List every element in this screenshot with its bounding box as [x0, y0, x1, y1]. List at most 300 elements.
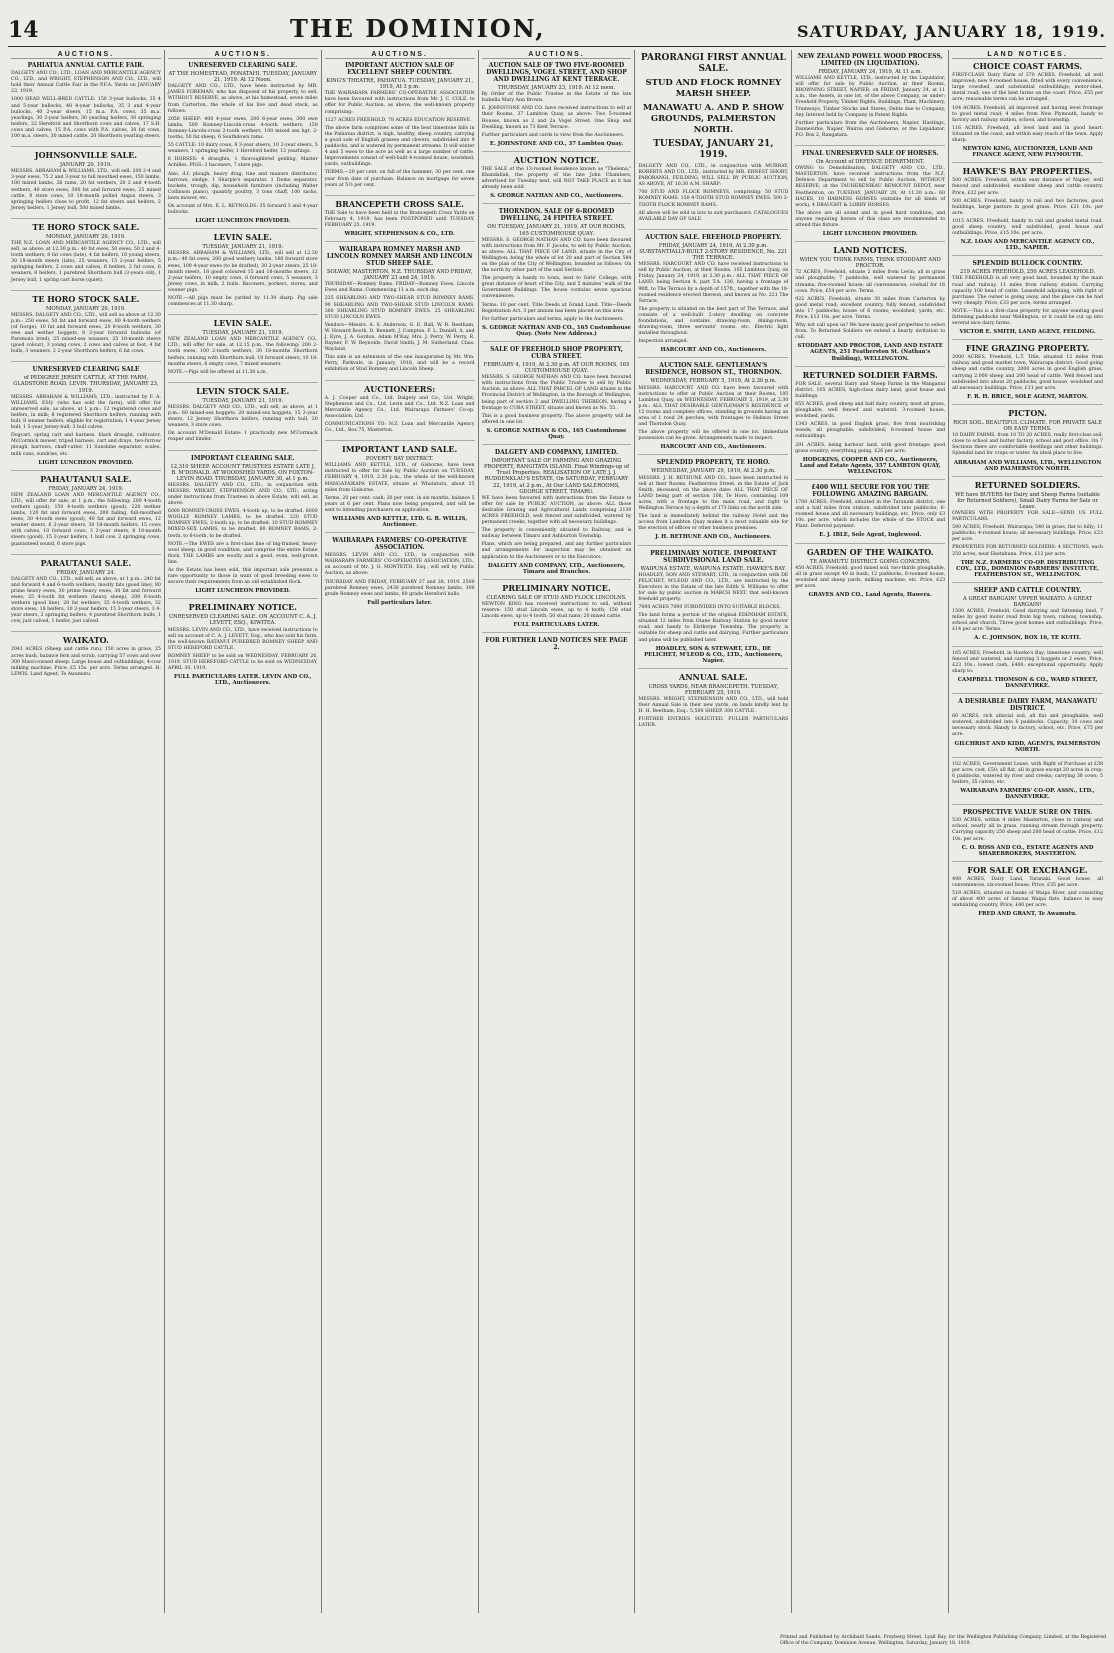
advertisement	[482, 584, 632, 633]
ad-paragraph: FOR SALE, several Dairy and Sheep Farms in the Wanganui district. 105 ACRES, high-class dairy land, good house and buildings.	[795, 381, 946, 399]
ad-body	[952, 73, 1103, 144]
advertisement	[325, 537, 475, 610]
ad-title: WAIKATO.	[62, 635, 109, 646]
ad-paragraph: THE FREEHOLD is all very good land, bounded by the main road and railway, 11 miles from railway station. Carrying capacity 100 head of cattle. Leasehold adjoining, with right of purchase. The owner is going away, and the place can be had very cheaply. Price, £33 per acre, terms arranged.	[952, 276, 1103, 306]
advertisement	[952, 481, 1103, 583]
column-heading: AUCTIONS.	[482, 52, 632, 59]
ad-paragraph: The above farm comprises some of the best limestone hills in the Pahiatua district, is high, healthy, sheep country, carrying a good sole of English grasses and clovers, subdivided into 9 paddocks, and is watered by permanent streams. It will winter 4 and 5 ewes to the acre as well as a large number of cattle. Improvements consist of well-built 4-roomed house, woolshed, yards, outbuildings.	[324, 125, 475, 168]
ad-paragraph: 2041 ACRES (Sheep and cattle run), 150 acres in grass, 25 acres bush, balance fern and scrub, carrying 57 cows and over 300 Maori-owned sheep. Large house and outbuildings, 4-cow milking machine. Price, £5 15s. per acre. Terms arranged. H. LEWIS, Land Agent, Te Awamutu.	[11, 647, 161, 677]
advertisement	[482, 62, 632, 152]
ad-paragraph: 450 ACRES, Freehold, good mixed soil, two-thirds ploughable, all in grass except 40 in bush; 12 paddocks, 6-roomed house, woolshed and sheep yards, milking machine, etc. Price, £23 per acre.	[795, 565, 946, 589]
ad-paragraph: For further particulars and terms, apply to the Auctioneers.	[481, 316, 624, 322]
ad-signature: HARCOURT AND CO., Auctioneers.	[660, 347, 767, 354]
ad-signature: LIGHT LUNCHEON PROVIDED.	[38, 459, 134, 466]
ad-signature: STODDART AND PROCTOR, LAND AND ESTATE AGENTS, 251 Featherston St. (Nathan's Building), WELLINGTON.	[797, 343, 943, 362]
advertisement	[482, 346, 632, 445]
ad-title: CHOICE COAST FARMS.	[972, 61, 1083, 72]
ad-paragraph: DALGETY AND CO., LTD., LOAN AND MERCANTILE AGENCY CO., LTD., and WRIGHT, STEPHENSON AND CO., LTD., will hold their Annual Cattle Fair in the P.F.A. Yards on JANUARY 23, 1919.	[11, 71, 161, 95]
ad-body	[325, 553, 475, 598]
ad-title: FINAL UNRESERVED SALE OF HORSES.	[801, 150, 939, 158]
ad-body	[638, 697, 788, 729]
advertisement	[795, 150, 945, 242]
ad-signature: LIGHT LUNCHEON PROVIDED.	[822, 231, 918, 238]
ad-body	[952, 433, 1103, 457]
ad-paragraph: 1343 ACRES, in good English grass, five from nourishing weeds; all ploughable, subdivided; 6-roomed house and outbuildings.	[795, 422, 946, 440]
ad-title: AUCTION NOTICE.	[513, 154, 600, 165]
advertisement	[325, 246, 475, 381]
ad-title: IMPORTANT AUCTION SALE OF EXCELLENT SHEEP COUNTRY.	[345, 62, 455, 77]
advertisement	[795, 371, 945, 480]
ad-paragraph: 235 SHEARLING AND TWO-SHEAR STUD ROMNEY RAMS. 90 SHEARLING AND TWO-SHEAR STUD LINCOLN RAMS. 300 SHEARLING STUD ROMNEY EWES. 25 SHEARLING STUD LINCOLN EWES.	[324, 296, 475, 320]
ad-subtitle: CROSS YARDS, NEAR BRANCEPETH. TUESDAY, FEBRUARY 25, 1919.	[648, 683, 779, 696]
ad-paragraph: MESSRS. S. GEORGE NATHAN AND CO. have been favoured with instructions from the Public Trustee to sell by Public Auction, as above: ALL THAT PARCEL OF LAND situate in the Provincial District of Wellington, in the Borough of Wellington, being part of section 2 and DWELLING THEREON, having a frontage to CUBA STREET, situate and known as No. 55.	[481, 375, 632, 411]
ad-title: FOR FURTHER LAND NOTICES SEE PAGE 2.	[485, 637, 628, 652]
ad-body	[952, 714, 1103, 738]
column-3	[322, 50, 479, 1613]
ad-subtitle: TUESDAY, JANUARY 21, 1919.	[202, 397, 284, 404]
advertisement	[482, 156, 632, 204]
ad-subtitle: WEDNESDAY, JANUARY 29, 1919, At 2.30 p.m.	[651, 468, 776, 475]
ad-paragraph: PROPERTIES FOR RETURNED SOLDIERS: 4 SECTIONS, each 250 acres, near Eketahuna. Price, £12 per acre.	[952, 545, 1103, 557]
ad-paragraph: THURSDAY AND FRIDAY, FEBRUARY 27 and 28, 1919. 2500 purebred Romney ewes, 2430 purebred Romney lambs, 300 grade Romney ewes and lambs, 80 grade Hereford bulls.	[324, 579, 475, 597]
ad-title: WAIRARAPA ROMNEY MARSH AND LINCOLN ROMNEY MARSH AND LINCOLN STUD SHEEP SALE.	[326, 246, 473, 268]
ad-body	[168, 628, 318, 673]
ad-signature: FULL PARTICULARS LATER.	[513, 622, 600, 629]
advertisement	[638, 362, 788, 455]
advertisement	[952, 866, 1103, 922]
ad-title: TE HORO STOCK SALE.	[32, 221, 140, 232]
ad-title: PROSPECTIVE VALUE SURE ON THIS.	[962, 809, 1093, 817]
ad-title: PRELIMINARY NOTICE.	[502, 582, 611, 593]
ad-title: ANNUAL SALE.	[679, 671, 748, 682]
ad-paragraph: All above will be sold in lots to suit purchasers. CATALOGUES AVAILABLE DAY OF SALE.	[638, 210, 789, 222]
ad-paragraph: This is a good business property. The above property will be offered in one lot.	[481, 413, 632, 425]
ad-signature: GILCHRIST AND KIDD, AGENTS, PALMERSTON NORTH.	[954, 740, 1101, 753]
ad-paragraph: As the Estate has been sold, this important sale presents a rare opportunity to those in want of good breeding ewes to secure their requirements from an old established flock.	[167, 568, 318, 586]
ad-signature: FRED AND GRANT, Te Awamutu.	[978, 911, 1077, 918]
ad-paragraph: WILLIAMS AND KETTLE, LTD., instructed by the Liquidator, will offer for sale by Public Auction, at their Rooms, BROWNING STREET, NAPIER, on FRIDAY, January 24, at 11 a.m., the Assets, in one lot, of the above Company, as under: Freehold Property, Timber Rights, Buildings, Plant, Machinery, Tramways, Timber Stocks and Stores, Debts due to Company, Any Interest held by Company in Patent Rights.	[795, 76, 946, 118]
ad-paragraph: 6 HORSES: 4 draughts, 1 thoroughbred gelding, Master Achilles. PIGS: 2 baconers, 7 store pigs.	[167, 157, 318, 169]
ad-paragraph: NOTE.—Pigs will be offered at 11.30 a.m.	[167, 369, 268, 375]
ad-paragraph: 500 ACRES, Freehold, within easy distance of Napier, well fenced and subdivided; excellent sheep and cattle country. Price, £22 per acre.	[952, 178, 1103, 196]
ad-paragraph: 2056 SHEEP: 400 4-year ewes, 200 6-year ewes, 300 ewe lambs, 500 Romney-Lincoln-cross 4-tooth wethers, 150 Romney-Lincoln-cross 2-tooth wethers, 100 mixed sex hgt. 2-tooths, 50 fat sheep, 6 Southdown rams.	[167, 116, 318, 141]
printer-imprint: Printed and Published by Archibald Sando, Freyberg Street, Lyall Bay, for the Wellington Publishing Company, Limited, at the Registered Office of the Company, Dominion Avenue, Wellington, Saturday, January 18, 1919.	[780, 1635, 1106, 1646]
ad-body	[952, 762, 1103, 786]
ad-body	[952, 651, 1103, 675]
advertisement	[952, 587, 1103, 647]
ad-paragraph: Dogcart, spring cart and harness, black draught, cultivator, McCormick mower, tripod harness, cart and drays, two-furrow plough, harrows, chaff-cutter, 11 Sunshine separator, scales, milk cans, sundries, etc.	[11, 433, 161, 457]
ad-subtitle: POVERTY BAY DISTRICT.	[365, 456, 434, 463]
advertisement	[11, 559, 161, 633]
advertisement	[11, 223, 161, 291]
ad-title: AUCTION SALE OF TWO FIVE-ROOMED DWELLINGS, VOGEL STREET, AND SHOP AND DWELLING AT KENT TERRACE.	[486, 62, 627, 84]
ad-paragraph: OWNERS WITH PROPERTY FOR SALE—SEND US FULL PARTICULARS.	[952, 510, 1103, 523]
ad-paragraph: 655 ACRES, good sheep and half dairy country, most all grass, ploughable, well fenced and watered. 3-roomed house, woolshed, yards.	[795, 401, 946, 420]
ad-paragraph: Why not call upon us? We have many good properties to select from. To Returned Soldiers we extend a hearty invitation to call.	[795, 323, 946, 341]
ad-body	[168, 337, 318, 376]
ad-subtitle: FRIDAY, JANUARY 24.	[56, 569, 116, 576]
ad-paragraph: 291 ACRES, being harbour land, with good frontage; good grass country; everything going, £26 per acre.	[795, 442, 946, 454]
ad-body	[952, 355, 1103, 392]
advertisement	[952, 809, 1103, 862]
advertisement	[325, 445, 475, 533]
ad-signature: VICTOR E. SMITH, LAND AGENT, FEILDING.	[959, 329, 1096, 336]
ad-signature: THE N.Z. FARMERS' CO-OP. DISTRIBUTING COY., LTD., DOMINION FARMERS' INSTITUTE, FEATHERSTON ST., WELLINGTON.	[956, 559, 1099, 578]
ad-body	[168, 251, 318, 308]
ad-body	[482, 167, 632, 191]
ad-subtitle: FRIDAY, JANUARY 24, 1919, At 11 a.m.	[818, 69, 923, 75]
ad-title: LEVIN SALE.	[213, 232, 272, 243]
ad-subtitle: WEDNESDAY, FEBRUARY 5, 1919, At 2.30 p.m.	[650, 378, 777, 385]
ad-title: PICTON.	[1008, 407, 1047, 418]
ad-body	[952, 877, 1103, 909]
ad-paragraph: Plans, which are being prepared, and any further particulars and arrangements for inspection may be obtained on application to the Auctioneers or to the Executors.	[481, 542, 632, 560]
ad-body	[168, 405, 318, 444]
advertisement	[325, 385, 475, 442]
ad-title: THORNDON. SALE OF 6-ROOMED DWELLING, 24 FIPITEA STREET.	[498, 208, 615, 223]
ad-title: AUCTION SALE. GENTLEMAN'S RESIDENCE, HOBSON ST., THORNDON.	[645, 362, 782, 377]
ad-title: IMPORTANT CLEARING SALE.	[191, 454, 295, 462]
ad-subtitle: CLEARING SALE OF STUD AND FLOCK LINCOLNS.	[486, 594, 627, 601]
ad-paragraph: MESSRS. ABRAHAM & WILLIAMS, LTD., will sell: 200 2-4 and 3-year ewes, 75 2 and 3-year to full mouthed ewes, 150 lambs, 100 mixed lambs, 26 rams, 20 fat wethers, 20 2 and 4-tooth wethers, 40 store ewes, 300 fat and forward ewes, 25 mixed cattle, 8 store cows, 10 18-month polled Angus steers, 3 springing heifers close to profit, 12 fat steers and heifers, 2 Jersey heifers, 1 Jersey bull, 500 mixed lambs.	[11, 169, 161, 211]
ad-body	[325, 211, 475, 229]
ad-paragraph: THE WAIRARAPA FARMERS' CO-OPERATIVE ASSOCIATION have been favoured with instructions from Mr. J. C. COLE, to offer for Public Auction, as above, the well-known property comprising:	[324, 91, 475, 115]
ad-paragraph: 104 ACRES, Freehold, all improved and having level frontage to good metal road; 4 miles from New Plymouth, handy to factory and railway station, school, and township.	[952, 105, 1103, 123]
ad-title: SPLENDID PROPERTY, TE HORO.	[656, 459, 770, 467]
ad-paragraph: On account of Mrs. E. L. REYNOLDS: 35 forward 3 and 4-year bullocks.	[167, 203, 318, 216]
ad-paragraph: Terms, 20 per cent. cash; 20 per cent. in six months, balance 5 years at 6 per cent. Plans now being prepared, and will be sent to intending purchasers on application.	[324, 495, 475, 513]
ad-body	[952, 818, 1103, 842]
advertisement	[168, 387, 318, 451]
ad-subtitle: UNRESERVED CLEARING SALE. ON ACCOUNT C. A. J. LEVETT, ESQ., KIWITEA.	[168, 614, 317, 627]
paper-title: THE DOMINION,	[290, 14, 546, 43]
ad-signature: DALGETY AND COMPANY, LTD., Auctioneers, Timaru and Branches.	[488, 562, 625, 575]
advertisement	[638, 234, 788, 359]
ad-signature: HODGKINS, COOPER AND CO., Auctioneers, Land and Estate Agents, 357 LAMBTON QUAY, WELLINGTON.	[799, 456, 941, 475]
ad-paragraph: 590 ACRES, Freehold, Wairarapa; 540 in grass, flat to hilly; 11 paddocks; 4-roomed house; all necessary buildings. Price, £23 per acre.	[952, 525, 1103, 543]
ad-title: TE HORO STOCK SALE.	[32, 293, 140, 304]
ad-title: SALE OF FREEHOLD SHOP PROPERTY, CUBA STREET.	[490, 346, 623, 360]
ad-paragraph: NOTE.—This is a first-class property for anyone wanting good fattening paddocks near Wellington, or it could be cut up into several nice dairy farms.	[952, 308, 1103, 327]
ad-paragraph: TERMS.—20 per cent. on fall of the hammer; 30 per cent. one year from date of purchase. Balance on mortgage for seven years at 5½ per cent.	[324, 170, 475, 188]
advertisement	[952, 167, 1103, 256]
ad-body	[795, 270, 945, 341]
ad-title: PARAUTANUI SALE.	[40, 557, 132, 568]
ad-paragraph: The property is situated on the best part of The Terrace, and consists of a well-built 2-story dwelling on concrete foundations, and contains drawing-room, dining-room, drawing-room, three servants' rooms, etc. Electric light installed throughout.	[638, 306, 789, 337]
ad-paragraph: MESSRS. HARCOURT AND CO. have received instructions to sell by Public Auction, at their Rooms, 105 Lambton Quay, on Friday, January 24, 1919, at 2.30 p.m.: ALL THAT PIECE OF LAND, being Section 4, part T.A. 126, having a frontage of 90ft. to The Terrace by a depth of 157ft., together with the 10-roomed residence erected thereon, and known as No. 221 The Terrace.	[638, 262, 789, 304]
ad-title: FOR SALE OR EXCHANGE.	[967, 864, 1088, 875]
ad-paragraph: 530 ACRES, within 4 miles Masterton, close to railway and school, nearly all in grass, running stream through property. Carrying capacity 250 sheep and 200 head of cattle. Price, £12 10s. per acre.	[952, 818, 1103, 842]
ad-body	[482, 375, 632, 426]
ad-body	[11, 395, 161, 458]
ad-title: GARDEN OF THE WAIKATO.	[806, 546, 934, 557]
ad-subtitle: THURSDAY, JANUARY 23, 1919. At 12 noon.	[497, 85, 616, 92]
advertisement	[638, 459, 788, 545]
ad-paragraph: 518 ACRES, situated on banks of Waipa River, and consisting of about 400 acres of famous Waipa flats, balance in easy undulating country. Price, £40 per acre.	[952, 891, 1103, 909]
ad-paragraph: THE N.Z. LOAN AND MERCANTILE AGENCY CO., LTD., will sell, as above, at 12.30 p.m.: 40 fat ewes, 50 ewes, 50 2 and 4-tooth wethers, 8 fat cows (late), 4 fat heifers, 18 young steers, 30 18-month steers (late), 25 weaners, 15 2-year heifers, 5 springing heifers, 2 cows and calves, 6 heifers, 2 fat cows, 6 weaners, 8 heifers, 1 purebred Shorthorn bull (3-years old), 1 Jersey bull, 1 spring cart horse (quiet).	[11, 240, 161, 283]
advertisement	[952, 62, 1103, 163]
ad-title: RETURNED SOLDIERS.	[974, 479, 1081, 490]
ad-title: PAHIATUA ANNUAL CATTLE FAIR.	[27, 62, 145, 70]
ad-body	[11, 241, 161, 284]
ad-paragraph: COMMUNICATIONS TO: N.Z. Loan and Mercantile Agency Co., Ltd., Box 75, Masterton.	[324, 421, 475, 434]
ad-title: AUCTION SALE. FREEHOLD PROPERTY.	[645, 233, 782, 241]
column-2	[165, 50, 322, 1613]
ad-paragraph: NOTE.—All pigs must be yarded by 11.30 sharp. Pig sale commences at 11.30 sharp.	[167, 296, 318, 308]
ad-subtitle: MONDAY, JANUARY 20, 1919.	[46, 233, 126, 240]
ad-paragraph: 6000 ROMNEY-CROSS EWES, 4-tooth up, to be drafted. 6000 WOOLLY ROMNEY LAMBS, to be drafted. 220 STUD ROMNEY EWES, 2-tooth up, to be drafted. 10 STUD ROMNEY MIXED-SEX LAMBS, to be drafted. 80 ROMNEY RAMS, 2-tooth, to 6-tooth, to be drafted.	[167, 509, 318, 539]
advertisement	[11, 475, 161, 555]
advertisement	[168, 62, 318, 229]
ad-title: SHEEP AND CATTLE COUNTRY.	[973, 586, 1082, 594]
ad-title: £400 WILL SECURE FOR YOU THE FOLLOWING AMAZING BARGAIN.	[811, 483, 929, 498]
masthead	[8, 14, 1106, 47]
ad-subtitle: On Account of DEFENCE DEPARTMENT.	[816, 159, 925, 166]
advertisement	[11, 62, 161, 147]
ad-paragraph: 102 ACRES, Government Lease, with Right of Purchase at £38 per acre; cost, £50; all flat, all in grass except 20 acres in crop; 6 paddocks, watered by river and creeks; carrying 38 cows; 5 heifers, 35 calves, etc.	[952, 761, 1103, 785]
ad-title: DALGETY AND COMPANY, LIMITED.	[494, 449, 619, 457]
ad-body	[325, 396, 475, 435]
ad-signature: FULL PARTICULARS LATER. LEVIN AND CO., LTD., Auctioneers.	[174, 674, 312, 687]
ad-paragraph: MESSRS. J. H. BETHUNE AND CO., have been instructed to sell at their Rooms, Featherston Street, in the Estate of Jack Smith, deceased, on the above date: ALL THAT PIECE OF LAND being part of section 108, Te Horo, containing 109 acres, with a frontage to the main road, and right to Wellington Terrace by a depth of 173 links on the north side.	[638, 475, 789, 512]
advertisement	[482, 208, 632, 342]
ad-subtitle: WAIPUNA ESTATE, WAIPUNA ESTATE, HAWKE'S BAY.	[640, 565, 787, 572]
newspaper-columns	[8, 50, 1106, 1613]
ad-title: NEW ZEALAND POWELL WOOD PROCESS, LIMITED (IN LIQUIDATION).	[797, 53, 943, 67]
ad-paragraph: ROMNEY SHEEP to be sold on WEDNESDAY, FEBRUARY 26, 1919. STUD HEREFORD CATTLE to be sold on WEDNESDAY, APRIL 30, 1919.	[167, 653, 318, 672]
ad-body	[952, 178, 1103, 237]
ad-paragraph: 1500 ACRES, Freehold, Good dairying and fattening land, 7 miles by good motor road from big town, railway, township, school and church. Three good homes and outbuildings. Price, £14 per acre. Terms.	[952, 609, 1103, 633]
ad-title: PRELIMINARY NOTICE. IMPORTANT SUBDIVISIONAL LAND SALE.	[650, 549, 777, 564]
ad-paragraph: MESSRS. WRIGHT, STEPHENSON AND CO., LTD., will hold their Annual Sale in their new yards, on lands kindly lent by H. H. Beetham, Esq.: 5,500 SHEEP. 300 CATTLE.	[638, 697, 789, 715]
ad-title: SPLENDID BULLOCK COUNTRY.	[972, 260, 1083, 268]
advertisement	[168, 233, 318, 315]
ad-signature: F. R. H. BRICE, SOLE AGENT, MARTON.	[967, 393, 1089, 400]
advertisement	[952, 344, 1103, 405]
ad-paragraph: A. J. Cooper and Co., Ltd. Dalgety and Co., Ltd. Wright, Stephenson and Co., Ltd. Levin and Co., Ltd. N.Z. Loan and Mercantile Agency Co., Ltd. Wairarapa Farmers' Co-op. Association, Ltd.	[324, 395, 475, 419]
ad-title: PAHAUTANUI SALE.	[40, 473, 132, 484]
ad-signature: LIGHT LUNCHEON PROVIDED.	[195, 588, 291, 595]
ad-paragraph: The land is immediately behind the railway Hotel and the access from Lambton Quay makes it a most valuable site for the erection of offices or other business premises.	[638, 514, 789, 532]
ad-signature: ABRAHAM AND WILLIAMS, LTD., WELLINGTON AND PALMERSTON NORTH.	[953, 459, 1102, 472]
ad-signature: A. C. JOHNSON, BOX 16, TE KUITI.	[974, 635, 1081, 642]
ad-subtitle: JANUARY 20, 1919.	[59, 162, 112, 169]
advertisement	[795, 484, 945, 544]
ad-title: BRANCEPETH CROSS SALE.	[335, 198, 464, 209]
ad-body	[638, 262, 788, 345]
ad-paragraph: WE have been favoured with instructions from the Estate to offer for sale by PUBLIC AUCTION, as above: ALL those desirable Grazing and Agricultural Lands comprising 2130 ACRES FREEHOLD, well fenced and subdivided, watered by permanent creeks, together with all necessary buildings.	[481, 495, 632, 526]
ad-paragraph: FIRST-CLASS Dairy Farm of 370 ACRES, Freehold, all well improved; new 9-roomed house, fitted with every convenience, large cowshed, and substantial outbuildings; motor-shed, metal road; one of the best farms on the coast. Price, £55 per acre; reasonable terms can be arranged.	[952, 73, 1103, 103]
ad-subtitle: SOLWAY, MASTERTON, N.Z. THURSDAY AND FRIDAY, JANUARY 23 and 24, 1919.	[326, 269, 473, 282]
ad-body	[638, 573, 788, 644]
ad-paragraph: 18 DAIRY FARMS, from 10 TO 20 ACRES, really first-class soil; close to school and butter factory, school and post office. On 7 Sections there are comfortable dwellings and other buildings. Splendid land for crops or water. An ideal place to live.	[952, 433, 1103, 457]
ad-paragraph: MESSRS. ABRAHAM & WILLIAMS, LTD., will sell at 12.30 p.m.: 40 fat ewes, 200 good wethery lambs, 160 forward store ewes, 100 4-year ewes (to be drafted), 30 2-year steers, 25 18-month steers, 18 good coloured 15 and 18-months steers, 12 2-year heifers, 10 empty cows, 8 forward cows, 5 weaners, 3 Jersey cows, in milk, 2 bulls. Baconers, porkers, stores, and weaner pigs.	[167, 251, 318, 293]
ad-subtitle: ON TUESDAY, JANUARY 21, 1919, AT OUR ROOMS, 165 CUSTOMHOUSE QUAY.	[487, 224, 626, 237]
sale-banner: TUESDAY, JANUARY 21, 1919.	[653, 139, 774, 160]
advertisement	[11, 636, 161, 683]
ad-paragraph: Further particulars from the Auctioneers, Napier, Hastings, Dannevirke, Napier, Wairoa and Gisborne, or the Liquidator, P.O. Box 2, Rangatara.	[795, 120, 946, 138]
ad-body	[11, 577, 161, 626]
ad-paragraph: Also, d.f. plough, heavy drag, tine and manure distributor, harrows, sledge, 1 Sharple's separator, 1 Domo separator, buckets, trough, dip, household furniture (including Walter Collinson piano), quantity poultry, 3 tons chaff, 100 sacks, lawn mower, etc.	[167, 171, 318, 201]
ad-paragraph: 1127 ACRES FREEHOLD. 78 ACRES EDUCATION RESERVE.	[324, 117, 472, 123]
ad-body	[638, 476, 788, 533]
ad-title: AUCTIONEERS:	[364, 383, 436, 394]
ad-body	[11, 313, 161, 356]
advertisement	[325, 200, 475, 242]
ad-title: UNRESERVED CLEARING SALE	[32, 366, 140, 374]
ad-paragraph: MESSRS. S. GEORGE NATHAN AND CO. have been favoured with instructions from Mr. F. Jacobs, to sell by Public Auction, as above: ALL THAT PIECE OF LAND, situate in the City of Wellington, being the whole of lot 20 and part of Section 584 on the plan of the City of Wellington, bounded as follows: On the north by other part of the said Section.	[481, 237, 632, 274]
ad-signature: GRAVES AND CO., Land Agents, Hawera.	[808, 592, 932, 598]
ad-paragraph: 700 STUD AND FLOCK ROMNEYS, comprising: 50 STUD ROMNEY RAMS. 150 4-TOOTH STUD ROMNEY EWES. 500 2-TOOTH FLOCK ROMNEY RAMS.	[638, 190, 789, 208]
page-number: 14	[8, 17, 39, 43]
ad-body	[482, 602, 632, 620]
ad-body	[11, 647, 161, 677]
ad-paragraph: By Order of the Public Trustee in the Estate of the late Isabella Mary Ann Brown.	[481, 92, 632, 104]
ad-subtitle: WHEN YOU THINK FARMS, THINK STODDART AND PROCTOR.	[799, 257, 941, 270]
column-heading: AUCTIONS.	[11, 52, 161, 59]
ad-title: WAIRARAPA FARMERS' CO-OPERATIVE ASSOCIATION.	[332, 537, 468, 552]
ad-subtitle: TUESDAY, JANUARY 21, 1919.	[202, 330, 284, 337]
ad-paragraph: E. JOHNSTONE AND CO. have received instructions to sell at their Rooms, 37 Lambton Quay, as above: Two 5-roomed Houses, known as 2 and 2a Vogel Street. One Shop and Dwelling, known as 73 Kent Terrace.	[481, 106, 632, 130]
ad-paragraph: Vendors—Messrs. A. S. Anderson, G. E. Ball, W. R. Beetham, W. Howard Booth, D. Bennett, J. Compton, F. L. Daniell, A. and J. Eyre, J. A. Gordon, Adam M'Kay, Mrs. J. Perry, W. Perry, R. Rayner, F. W. Reynolds, David Smith, J. M. Sutherland, Chas. Wayland.	[324, 322, 475, 353]
ad-paragraph: MESSRS. HARCOURT AND CO. have been favoured with instructions to offer at Public Auction at their Rooms, 105 Lambton Quay, on WEDNESDAY, FEBRUARY 5, 1919, at 2.30 p.m.: ALL THAT DESIRABLE GENTLEMAN'S RESIDENCE of 12 rooms and complete offices, standing in grounds having an area of 1 rood 24 perches, with frontages to Hobson Street and Thorndon Quay.	[638, 385, 789, 428]
advertisement	[952, 260, 1103, 340]
ad-paragraph: The above property will be offered in one lot. Immediate possession can be given. Arrangements made to inspect.	[638, 430, 789, 442]
advertisement	[952, 651, 1103, 695]
ad-body	[325, 282, 475, 373]
ad-subtitle: WE have BUYERS for Dairy and Sheep Farms (suitable for Returned Soldiers), Small Dairy Farms for Sale or Lease.	[955, 491, 1100, 510]
ad-body	[482, 92, 632, 139]
ad-title: PRELIMINARY NOTICE.	[188, 602, 297, 613]
advertisement	[168, 319, 318, 383]
advertisement	[11, 366, 161, 470]
ad-signature: LIGHT LUNCHEON PROVIDED.	[195, 218, 291, 225]
ad-paragraph: 498 ACRES, Dairy Land, Taranaki. Good house, all conveniences, six-roomed house. Price, £35 per acre.	[952, 876, 1103, 888]
ad-paragraph: 116 ACRES, Freehold, all level land and in good heart. Situated on the coast, and within easy reach of the town. Apply sharp.	[952, 125, 1103, 144]
ad-body	[952, 276, 1103, 327]
ad-body	[638, 386, 788, 443]
ad-paragraph: 922 ACRES, Freehold, situate 30 miles from Carterton by good metal road; excellent country, fully fenced, subdivided into 17 paddocks; house of 6 rooms; woolshed, yards, etc. Price, £13 10s. per acre. Terms.	[795, 296, 946, 320]
ad-paragraph: DALGETY AND CO., LTD., will sell, as above, at 1 p.m.: 240 fat and forward 4 and 6-tooth wethers, mostly fats (good line), 80 prime heavy ewes, 30 prime heavy ewes, 30 fat and forward ewes, 25 4-tooth fat wethers (heavy sheep), 200 6-tooth wethers (good line), 20 fat wethers, 35 4-tooth wethers, 32 store ewes, 18 heifers, 10 2-year heifers, 15 3-year steers, 3 4-year steers, 2 springing heifers, 4 purebred Shorthorn bulls, 1 cow, just calved, 1 heifer, just calved.	[11, 576, 161, 625]
ad-subtitle: AT THE HOMESTEAD, PONATAHI. TUESDAY, JANUARY 21, 1919. At 12 Noon.	[168, 71, 318, 84]
advertisement	[11, 151, 161, 219]
ad-paragraph: OWING to Demobilisation, DALGETY AND CO., LTD., MASTERTON, have received instructions from the N.Z. Defence Department to sell by Public Auction, WITHOUT RESERVE, at the TAUHERENIKAU REMOUNT DEPOT, near Featherston, on TUESDAY, JANUARY 28, At 11.30 a.m.: 60 HACKS, 10 HARNESS HORSES (suitable for all kinds of work), 4 DRAUGHT & LORRY HORSES.	[795, 166, 946, 208]
ad-signature: J. H. BETHUNE AND CO., Auctioneers.	[655, 534, 772, 541]
ad-paragraph: THE Sale to have been held in the Brancepeth Cross Yards on February 4, 1919, has been POSTPONED until TUESDAY, FEBRUARY 25, 1919.	[324, 210, 475, 228]
ad-paragraph: WILLIAMS AND KETTLE, LTD., of Gisborne, have been instructed to offer for Sale by Public Auction on TUESDAY, FEBRUARY 4, 1919, 2.30 p.m., the whole of the well-known MANGATAIKAPA ESTATE, situate at Whatatutu, about 25 miles from Gisborne.	[324, 463, 475, 493]
advertisement	[11, 295, 161, 363]
column-heading: LAND NOTICES.	[952, 52, 1103, 59]
ad-paragraph: This sale is an extension of the one inaugurated by Mr. Wm. Perry, Parkvale, in January, 1918, and will be a record exhibition of Stud Romney and Lincoln Sheep.	[324, 355, 475, 373]
ad-signature: CAMPBELL THOMSON & CO., WARD STREET, DANNEVIRKE.	[957, 676, 1098, 690]
sale-banner: MANAWATU A. AND P. SHOW GROUNDS, PALMERSTON NORTH.	[642, 103, 784, 135]
ad-paragraph: Further particulars and cards to view from the Auctioneers.	[481, 132, 625, 138]
ad-paragraph: NEWTON KING has received instructions to sell, without reserve: 150 stud Lincoln ewes, up to 4 tooth; 150 stud Lincoln ewes, up to 4 tooth; 50 stud rams; 20 mixed cattle.	[481, 601, 632, 620]
ad-subtitle: TUESDAY, JANUARY 21, 1919.	[202, 244, 284, 251]
ad-body	[325, 91, 475, 188]
ad-subtitle: of PEDIGREE JERSEY CATTLE, AT THE FARM, GLADSTONE ROAD, LEVIN. THURSDAY, JANUARY 23, 1919.	[13, 375, 159, 394]
advertisement	[638, 164, 788, 230]
ad-signature: N.Z. LOAN AND MERCANTILE AGENCY CO., LTD., NAPIER.	[960, 239, 1095, 252]
ad-signature: WRIGHT, STEPHENSON & CO., LTD.	[344, 230, 455, 237]
ad-signature: NEWTON KING, AUCTIONEER, LAND AND FINANCE AGENT, NEW PLYMOUTH.	[962, 146, 1093, 159]
ad-subtitle: IMPORTANT SALE OF FARMING AND GRAZING PROPERTY, RANGITATA ISLAND. Final Windings-up of Trust Properties. REALISATION OF LATE J. J. RUDDENKLAU'S ESTATE, On SATURDAY, FEBRUARY 22, 1919, at 2 p.m., At Our LAND SALEROOMS, GEORGE STREET, TIMARU.	[483, 458, 630, 495]
ad-signature: Full particulars later.	[367, 599, 432, 606]
ad-title: HAWKE'S BAY PROPERTIES.	[962, 166, 1093, 177]
ad-paragraph: MESSRS. LEVIN AND CO., LTD., have received instructions to sell on account of C. A. J. LEVETT, Esq., who has sold his farm, the well-known RATANUI PUREBRED ROMNEY SHEEP AND STUD HEREFORD CATTLE.	[167, 627, 318, 651]
ad-subtitle: 12,310 SHEEP. ACCOUNT TRUSTEES ESTATE LATE J. B. M'DONALD. AT WOODSHED YARDS, ON FOXTON-LEVIN ROAD. THURSDAY, JANUARY 30, at 1 p.m.	[170, 463, 316, 482]
ad-signature: E. J. IBLE, Sole Agent, Inglewood.	[819, 532, 922, 539]
ad-paragraph: The land forms a portion of the original EDENHAM ESTATE, situated 12 miles from Otane Railway Station by good motor road, and handy to Elsthorpe Township. The property is suitable for sheep and cattle and dairying. Further particulars and plans will be published later.	[638, 613, 789, 643]
ad-body	[952, 511, 1103, 558]
ad-paragraph: NEW ZEALAND LOAN AND MERCANTILE AGENCY CO., LTD., will offer for sale, at 12.15 p.m., the following: 200 2-tooth ewes, 100 2-tooth wethers, 30 18-months Shorthorn heifers, running with Shorthorn bull, 10 forward steers, 10 18-months steers, 6 empty cows, 7 mixed weaners.	[167, 337, 318, 367]
ad-title: LAND NOTICES.	[833, 245, 907, 256]
ad-paragraph: On account M'Donald Estate: 1 practically new M'Cormack reaper and binder.	[167, 431, 318, 443]
ad-subtitle: A GREAT BARGAIN! UPPER WAIKATO. A GREAT BARGAIN!	[963, 595, 1093, 608]
ad-paragraph: NEW ZEALAND LOAN AND MERCANTILE AGENCY CO., LTD., will offer for sale, at 1 p.m., the following: 200 4-tooth wethers (good), 150 4-tooth wethers (good), 220 wether lambs, 120 fat and forward ewes, 200 failing, full-mouthed ewes, 30 4-tooth ewes (good), 40 fat and forward ewes, 12 weaner steers, 6 2-year steers, 30 18-month heifers, 15 cows with calves, 10 forward cows, 3 2-year steers, 8 18-month steers (good), 15 2-year heifers, 1 bull cow, 2 springing cows, guaranteed sound, 6 store pigs.	[11, 492, 161, 547]
ad-title: JOHNSONVILLE SALE.	[34, 150, 138, 161]
advertisement	[795, 246, 945, 367]
ad-paragraph: DALGETY AND CO., LTD., have been instructed by MR. JAMES FOREMAN, who has disposed of his property, to sell, WITHOUT RESERVE, as above, at his homestead, seven miles from Carterton, the whole of his live and dead stock, as follows:	[167, 84, 318, 114]
ad-title: LEVIN STOCK SALE.	[196, 385, 290, 396]
advertisement	[168, 603, 318, 690]
ad-body	[168, 84, 318, 216]
advertisement	[638, 673, 788, 736]
column-heading: AUCTIONS.	[325, 52, 475, 59]
ad-subtitle: FRIDAY, JANUARY 24, 1919.	[48, 485, 124, 492]
column-5	[635, 50, 792, 1613]
ad-subtitle: FEBRUARY 4, 1919, At 2.30 p.m. AT OUR ROOMS, 165 CUSTOMHOUSE QUAY.	[483, 362, 630, 375]
ad-paragraph: 500 ACRES, Freehold, handy to rail and two factories, good buildings, large pasture in good grass. Price, £21 10s. per acre.	[952, 198, 1103, 216]
column-heading: AUCTIONS.	[168, 52, 318, 59]
ad-body	[795, 76, 945, 139]
ad-body	[795, 500, 945, 530]
sale-banner: PARORANGI FIRST ANNUAL SALE.	[640, 53, 786, 74]
advertisement	[795, 53, 945, 146]
ad-title: A DESIRABLE DAIRY FARM, MANAWATU DISTRICT.	[958, 698, 1098, 713]
column-7	[949, 50, 1106, 1613]
ad-paragraph: The property is conveniently situated to Railway, and is midway between Timaru and Ashburton Township.	[481, 528, 632, 540]
ad-body	[11, 493, 161, 548]
ad-body	[482, 238, 632, 323]
sale-banner: STUD AND FLOCK ROMNEY MARSH SHEEP.	[645, 78, 782, 99]
ad-paragraph: 60 ACRES, rich alluvial soil, all flat and ploughable, well watered, subdivided into 6 paddocks. Capacity, 30 cows and necessary stock. Handy to factory, school, etc. Price, £75 per acre.	[952, 714, 1103, 738]
ad-paragraph: 55 CATTLE: 10 dairy cows, 8 3-year steers, 10 2-year steers, 5 weaners, 1 springing heifer, 1 Hereford heifer, 12 yearlings.	[167, 143, 318, 155]
ad-body	[638, 164, 788, 223]
ad-signature: S. GEORGE NATHAN & CO., 165 Customhouse Quay.	[486, 427, 627, 441]
ad-paragraph: Terms: 10 per cent. Title Deeds at Grand Land. Title—Deeds Registration Act. 3 per annum has been placed on this area.	[481, 302, 632, 314]
ad-title: LEVIN SALE.	[213, 318, 272, 329]
ad-paragraph: MESSRS. DALGETY AND CO., LTD., will sell as above at 12.30 p.m.: 250 ewes, 50 fat and forward ewes, 80 4-tooth wethers (of Gorge), 10 fat and forward ewes, 20 8-tooth wethers, 30 ewe and wether hoggets, 8 2-year forward bullocks (of Paremata bred), 25 mixed-sex weaners, 25 18-month steers (good colour), 3 young cows, 2 cows and calves at foot, 4 fat bulls, 3 weaners, 2 2-year Shorthorn heifers, 6 fat cows.	[11, 312, 161, 355]
ad-signature: S. GEORGE NATHAN AND CO., 165 Customhouse Quay. (Note New Address.)	[482, 324, 631, 337]
ad-title: RETURNED SOLDIER FARMS.	[802, 369, 938, 380]
ad-paragraph: 7000 ACRES 7000 SUBDIVIDED INTO SUITABLE BLOCKS.	[638, 605, 781, 611]
ad-body	[795, 382, 945, 455]
ad-paragraph: NOTE.—The EWES are a first-class line of big-framed, heavy-wool sheep, in good condition, and comprise the entire Estate flock. THE LAMBS are woolly and a good, even, well-grown line.	[167, 541, 318, 565]
ad-signature: WAIRARAPA FARMERS' CO-OP. ASSN., LTD., DANNEVIRKE.	[960, 788, 1095, 801]
ad-paragraph: HOADLEY, SON AND STEWART, LTD., in conjunction with DE PELICHET, M'LEOD AND CO., LTD., are instructed by the Executors in the Estate of the late Edith S. Williams to offer for sale by public auction in MARCH NEXT, that well-known freehold property.	[638, 572, 789, 602]
ad-paragraph: MESSRS. DALGETY AND CO., LTD., will sell, as above, at 1 p.m.: 60 mixed-sex hoggets, 20 mixed-sex hoggets, 15 3-year steers, 12 Jersey Shorthorn heifers, running with bull, 20 weaners, 3 store cows.	[167, 404, 318, 429]
ad-paragraph: DALGETY AND CO., LTD., in conjunction with MURRAY, ROBERTS AND CO., LTD., instructed by MR. ERNEST SHORT, PARORANGI, FEILDING, WILL SELL BY PUBLIC AUCTION, AS ABOVE, AT 10.30 A.M. SHARP:	[638, 164, 789, 188]
issue-date: SATURDAY, JANUARY 18, 1919.	[796, 22, 1106, 41]
advertisement	[168, 455, 318, 600]
advertisement	[482, 637, 632, 657]
column-6	[792, 50, 949, 1613]
ad-title: FINE GRAZING PROPERTY.	[965, 343, 1090, 354]
ad-body	[325, 463, 475, 514]
ad-paragraph: THE SALE of the 13-roomed Residence known as "Thelema," Khandallah, the property of the late John Chambers, advertised for Tuesday next, will NOT TAKE PLACE as it has already been sold.	[481, 166, 632, 191]
column-4	[479, 50, 636, 1613]
